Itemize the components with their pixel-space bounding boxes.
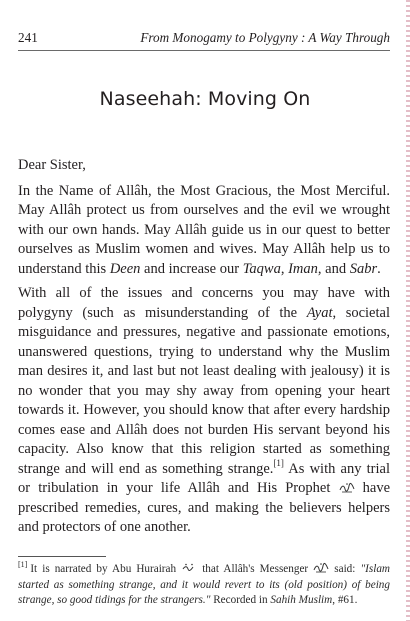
footnote-reference: [1] [273,457,284,468]
term-sabr: Sabr [349,260,378,277]
chapter-title: Naseehah: Moving On [99,88,311,110]
hadith-quote: "Islam started as something strange, and it would revert to its (old position) of being strange, so good tidings for the strangers." [18,563,390,606]
p2-text-3: As with any trial or tribulation in your life Allâh and His Prophet [18,460,390,496]
fn-text-5: , #61. [332,594,358,606]
radiallahu-glyph-icon [181,562,197,573]
paragraph-2 [18,284,390,538]
p2-text-2: , societal misguidance and pressures, negative and passionate emotions, unanswered questions, trying to understand why the Muslim man desires it, and last but not least dealing with jealousy) it is no wonder that you may shy away from opening your heart towards it. However, you should know that after every hardship comes ease and Allâh does not burden His servant beyond his capacity. Also know that this religion started as something strange and will end as something strange. [18,304,390,477]
fn-text-2: that Allâh's Messenger [197,563,309,575]
header-rule [18,50,390,51]
p1-text-2: and increase our [140,260,243,277]
body-text [18,156,390,543]
page-number: 241 [18,30,38,45]
p1-text-4: , and [317,260,350,277]
footnote-mark: [1] [18,560,28,570]
fn-text-4: Recorded in [210,594,271,606]
salutation-glyph-icon [313,562,329,573]
term-iman: Iman [288,260,318,277]
paragraph-1 [18,182,390,280]
fn-text-3: said: [329,563,361,575]
salutation: Dear Sister, [18,157,86,173]
term-taqwa: Taqwa [242,260,281,277]
p2-text-4: have prescribed remedies, cures, and making the believers helpers and protectors of one another. [18,480,391,535]
source-title: Sahih Muslim [270,594,333,606]
footnote [18,562,390,609]
p1-text-3: , [280,260,289,277]
running-title: From Monogamy to Polygyny : A Way Through [140,30,390,45]
p1-text-5: . [377,260,381,277]
footnote-text [18,562,390,609]
term-ayat: Ayat [306,304,333,321]
p2-text-1: With all of the issues and concerns you may have with polygyny (such as misunderstanding of the [18,285,390,321]
p1-text-1: In the Name of Allâh, the Most Gracious, the Most Merciful. May Allâh protect us from ourselves and the evil we wrought with our own hands. May Allâh guide us in our quest to better ourselves as Muslim women and wives. May Allâh help us to understand this [18,182,390,277]
term-deen: Deen [109,260,141,277]
fn-text-1: It is narrated by Abu Hurairah [30,563,177,575]
salutation-glyph-icon [339,482,355,493]
footnote-rule [18,556,106,557]
